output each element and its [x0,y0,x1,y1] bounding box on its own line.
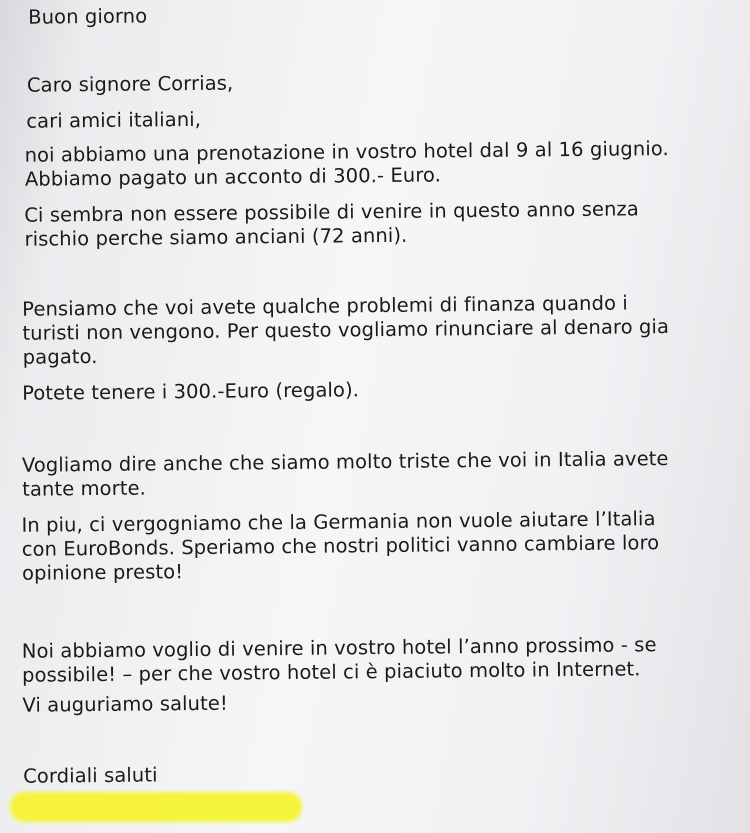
salutation-line-2: cari amici italiani, [26,107,202,133]
paragraph-2-line-2: rischio perche siamo anciani (72 anni). [24,223,408,251]
paragraph-6-line-2: con EuroBonds. Speriamo che nostri politici vanno cambiare loro [21,531,660,561]
paragraph-3-line-1: Pensiamo che voi avete qualche problemi di finanza quando i [22,291,628,321]
paragraph-3-line-2: turisti non vengono. Per questo vogliamo rinunciare al denaro gia [22,315,670,345]
greeting: Buon giorno [28,4,148,29]
paragraph-7-line-1: Noi abbiamo voglio di venire in vostro hotel l’anno prossimo - se [21,633,657,663]
closing: Cordiali saluti [23,763,158,788]
redacted-signature-highlight [10,792,302,822]
paragraph-6-line-1: In piu, ci vergogniamo che la Germania non vuole aiutare l’Italia [21,507,656,537]
paragraph-4: Potete tenere i 300.-Euro (regalo). [21,378,360,405]
paragraph-6-line-3: opinione presto! [21,560,184,585]
paragraph-1-line-2: Abbiamo pagato un acconto di 300.- Euro. [24,163,442,191]
paragraph-7-line-2: possibile! – per che vostro hotel ci è piaciuto molto in Internet. [21,657,641,687]
paragraph-8: Vi auguriamo salute! [22,691,228,717]
salutation-line-1: Caro signore Corrias, [26,71,234,97]
paragraph-3-line-3: pagato. [22,344,98,369]
paragraph-1-line-1: noi abbiamo una prenotazione in vostro hotel dal 9 al 16 giugnio. [24,137,669,167]
paragraph-5-line-1: Vogliamo dire anche che siamo molto triste che voi in Italia avete [21,447,669,477]
paragraph-2-line-1: Ci sembra non essere possibile di venire in questo anno senza [24,197,639,227]
paragraph-5-line-2: tante morte. [22,476,147,501]
